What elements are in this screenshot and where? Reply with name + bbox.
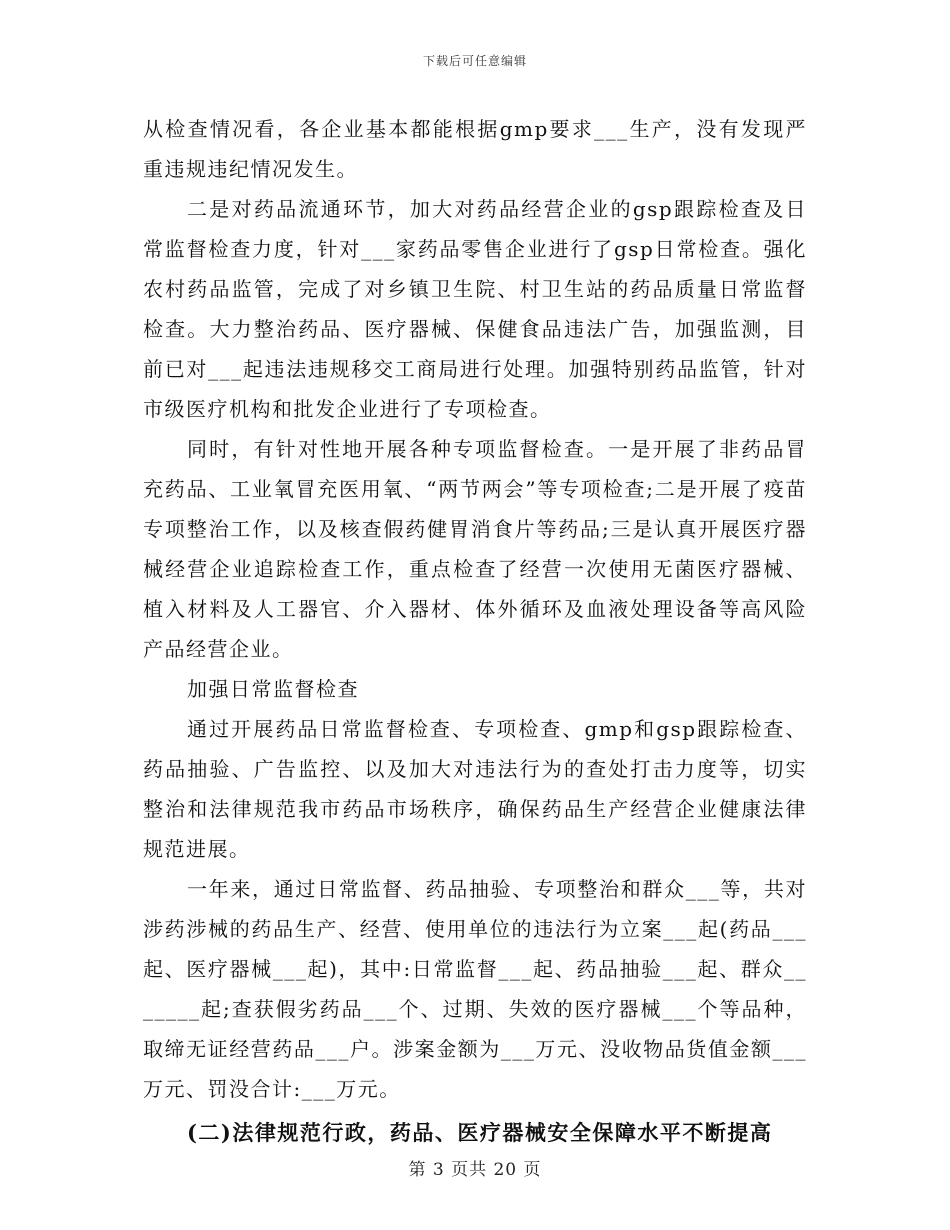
section-heading-legal-administration: (二)法律规范行政，药品、医疗器械安全保障水平不断提高 — [187, 1120, 773, 1145]
document-body — [143, 109, 807, 1153]
subheading-daily-supervision: 加强日常监督检查 — [187, 677, 359, 701]
page-header: 下载后可任意编辑 — [422, 54, 527, 68]
paragraph-special-inspections: 同时，有针对性地开展各种专项监督检查。一是开展了非药品冒充药品、工业氧冒充医用氧、“两节两会”等专项检查;二是开展了疫苗专项整治工作，以及核查假药健胃消食片等药品;三是认真开展医疗器械经营企业追踪检查工作，重点检查了经营一次使用无菌医疗器械、植入材料及人工器官、介入器材、体外循环及血液处理设备等高风险产品经营企业。 — [143, 437, 807, 661]
paragraph-market-order: 通过开展药品日常监督检查、专项检查、gmp和gsp跟踪检查、药品抽验、广告监控、以及加大对违法行为的查处打击力度等，切实整治和法律规范我市药品市场秩序，确保药品生产经营企业健康法律规范进展。 — [143, 717, 807, 861]
paragraph-annual-statistics: 一年来，通过日常监督、药品抽验、专项整治和群众___等，共对涉药涉械的药品生产、经营、使用单位的违法行为立案___起(药品___起、医疗器械___起)，其中:日常监督___起、药品抽验___起、群众_______起;查获假劣药品___个、过期、失效的医疗器械___个等品种，取缔无证经营药品___户。涉案金额为___万元、没收物品货值金额___万元、罚没合计:___万元。 — [143, 877, 807, 1101]
paragraph-distribution-supervision: 二是对药品流通环节，加大对药品经营企业的gsp跟踪检查及日常监督检查力度，针对___家药品零售企业进行了gsp日常检查。强化农村药品监管，完成了对乡镇卫生院、村卫生站的药品质量日常监督检查。大力整治药品、医疗器械、保健食品违法广告，加强监测，目前已对___起违法违规移交工商局进行处理。加强特别药品监管，针对市级医疗机构和批发企业进行了专项检查。 — [143, 197, 807, 421]
paragraph-inspection-result: 从检查情况看，各企业基本都能根据gmp要求___生产，没有发现严重违规违纪情况发生。 — [143, 117, 807, 181]
page-footer: 第 3 页共 20 页 — [408, 1160, 542, 1180]
